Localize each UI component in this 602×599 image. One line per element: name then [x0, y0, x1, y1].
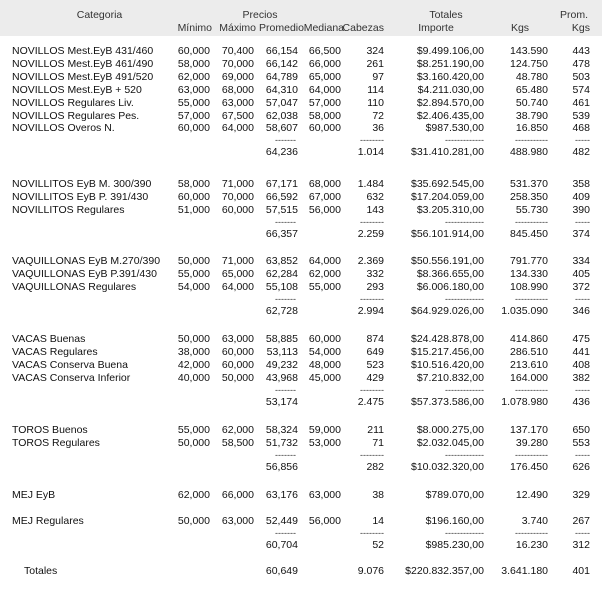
row-avg: 57,515: [265, 203, 298, 216]
row-kgs: 213.610: [510, 358, 548, 371]
subtotal-imp: $64.929.026,00: [411, 304, 484, 317]
subtotal-avg: 56,856: [265, 460, 298, 473]
subtotal-avg: 53,174: [265, 395, 298, 408]
row-avg: 53,113: [266, 345, 298, 358]
row-min: 50,000: [177, 436, 210, 449]
row-cab: 110: [367, 96, 384, 109]
row-kgs: 55.730: [515, 203, 548, 216]
row-med: 48,000: [308, 358, 341, 371]
separator-imp: -------------: [445, 293, 484, 304]
row-max: 70,000: [221, 57, 254, 70]
subtotal-avg: 60,704: [265, 538, 298, 551]
row-imp: $987.530,00: [425, 122, 484, 135]
row-med: 68,000: [308, 178, 341, 190]
row-prom: 553: [572, 436, 590, 449]
row-imp: $3.160.420,00: [416, 70, 484, 83]
subtotal-imp: $985.230,00: [425, 538, 484, 551]
row-med: 56,000: [308, 203, 341, 216]
row-avg: 49,232: [265, 358, 298, 371]
row-avg: 57,047: [265, 96, 298, 109]
row-med: 64,000: [308, 83, 341, 96]
subtotal-cab: 1.014: [357, 146, 384, 159]
row-max: 64,000: [221, 122, 254, 135]
row-cat: MEJ EyB: [12, 489, 56, 501]
row-max: 60,000: [221, 358, 254, 371]
subtotal-kgs: 1.078.980: [501, 395, 548, 408]
row-cat: VACAS Conserva Inferior: [12, 371, 131, 384]
header-precios: Precios: [242, 9, 278, 21]
row-cat: NOVILLITOS EyB M. 300/390: [12, 178, 152, 190]
row-kgs: 3.740: [521, 515, 548, 527]
row-max: 58,500: [221, 436, 254, 449]
separator-prom: -----: [575, 293, 590, 304]
row-avg: 58,324: [265, 424, 298, 436]
row-imp: $50.556.191,00: [411, 255, 484, 267]
row-prom: 409: [572, 190, 590, 203]
row-min: 58,000: [177, 178, 210, 190]
separator-cab: --------: [360, 293, 384, 304]
row-cat: VAQUILLONAS Regulares: [12, 280, 137, 293]
row-kgs: 124.750: [510, 57, 548, 70]
separator-avg: -------: [275, 293, 296, 304]
row-cab: 71: [372, 436, 384, 449]
row-med: 60,000: [308, 333, 341, 345]
header-mediana: Mediana: [303, 22, 344, 34]
row-min: 62,000: [177, 489, 210, 501]
row-min: 58,000: [177, 57, 210, 70]
row-med: 64,000: [308, 255, 341, 267]
row-cat: VACAS Regulares: [12, 345, 98, 358]
row-min: 54,000: [177, 280, 210, 293]
row-max: 69,000: [221, 70, 254, 83]
row-kgs: 791.770: [510, 255, 548, 267]
row-avg: 63,176: [265, 489, 298, 501]
separator-kgs: -----------: [515, 135, 548, 146]
row-cat: VACAS Conserva Buena: [12, 358, 128, 371]
separator-kgs: -----------: [515, 293, 548, 304]
separator-kgs: -----------: [515, 449, 548, 460]
row-kgs: 286.510: [510, 345, 548, 358]
row-cab: 874: [366, 333, 384, 345]
row-max: 68,000: [221, 83, 254, 96]
row-min: 50,000: [177, 255, 210, 267]
subtotal-kgs: 1.035.090: [501, 304, 548, 317]
row-cab: 211: [367, 424, 384, 436]
row-cat: VAQUILLONAS EyB M.270/390: [12, 255, 161, 267]
row-med: 55,000: [308, 280, 341, 293]
subtotal-prom: 312: [572, 538, 590, 551]
row-imp: $9.499.106,00: [416, 45, 484, 57]
row-cab: 114: [367, 83, 384, 96]
row-prom: 358: [572, 178, 590, 190]
subtotal-cab: 2.259: [357, 227, 384, 240]
row-prom: 382: [572, 371, 590, 384]
subtotal-avg: 64,236: [265, 146, 298, 159]
row-prom: 468: [572, 122, 590, 135]
row-kgs: 143.590: [510, 45, 548, 57]
subtotal-prom: 482: [572, 146, 590, 159]
separator-kgs: -----------: [515, 527, 548, 538]
row-med: 54,000: [308, 345, 341, 358]
totals-avg: 60,649: [265, 565, 298, 577]
row-max: 63,000: [221, 96, 254, 109]
row-imp: $7.210.832,00: [416, 371, 484, 384]
row-avg: 64,310: [265, 83, 298, 96]
row-prom: 372: [572, 280, 590, 293]
separator-avg: -------: [275, 449, 296, 460]
separator-avg: -------: [275, 216, 296, 227]
row-imp: $789.070,00: [425, 489, 484, 501]
row-prom: 443: [572, 45, 590, 57]
row-cab: 632: [366, 190, 384, 203]
row-imp: $2.406.435,00: [416, 109, 484, 122]
row-prom: 503: [572, 70, 590, 83]
row-cab: 2.369: [357, 255, 384, 267]
row-prom: 405: [572, 267, 590, 280]
row-cat: MEJ Regulares: [12, 515, 84, 527]
row-med: 67,000: [308, 190, 341, 203]
row-avg: 55,108: [265, 280, 298, 293]
row-cat: VAQUILLONAS EyB P.391/430: [12, 267, 157, 280]
row-min: 62,000: [177, 70, 210, 83]
row-avg: 58,885: [265, 333, 298, 345]
row-avg: 66,592: [265, 190, 298, 203]
header-importe: Importe: [418, 22, 454, 34]
row-imp: $17.204.059,00: [411, 190, 484, 203]
row-min: 60,000: [177, 122, 210, 135]
row-cat: NOVILLOS Regulares Liv.: [12, 96, 134, 109]
row-kgs: 50.740: [515, 96, 548, 109]
separator-avg: -------: [275, 527, 296, 538]
row-avg: 58,607: [265, 122, 298, 135]
separator-cab: --------: [360, 449, 384, 460]
subtotal-prom: 626: [572, 460, 590, 473]
row-cab: 523: [366, 358, 384, 371]
separator-cab: --------: [360, 384, 384, 395]
separator-prom: -----: [575, 216, 590, 227]
header-kgs: Kgs: [510, 22, 530, 34]
row-cab: 143: [366, 203, 384, 216]
row-cat: NOVILLITOS Regulares: [12, 203, 125, 216]
subtotal-cab: 52: [372, 538, 384, 551]
subtotal-kgs: 845.450: [510, 227, 548, 240]
separator-kgs: -----------: [515, 216, 548, 227]
header-categoria: Categoria: [76, 9, 123, 21]
subtotal-avg: 66,357: [265, 227, 298, 240]
row-avg: 66,142: [265, 57, 298, 70]
row-kgs: 48.780: [515, 70, 548, 83]
row-med: 59,000: [308, 424, 341, 436]
row-max: 70,000: [221, 190, 254, 203]
row-med: 53,000: [308, 436, 341, 449]
row-med: 65,000: [308, 70, 341, 83]
row-avg: 62,284: [265, 267, 298, 280]
row-min: 55,000: [177, 96, 210, 109]
row-avg: 64,789: [265, 70, 298, 83]
row-cab: 72: [372, 109, 384, 122]
row-med: 60,000: [308, 122, 341, 135]
separator-prom: -----: [575, 384, 590, 395]
row-imp: $15.217.456,00: [411, 345, 484, 358]
subtotal-avg: 62,728: [265, 304, 298, 317]
row-med: 63,000: [308, 489, 341, 501]
header-promedio: Promedio: [259, 22, 304, 34]
row-max: 62,000: [221, 424, 254, 436]
separator-prom: -----: [575, 135, 590, 146]
row-cat: NOVILLOS Overos N.: [12, 122, 115, 135]
row-kgs: 414.860: [510, 333, 548, 345]
row-prom: 390: [572, 203, 590, 216]
row-prom: 441: [572, 345, 590, 358]
row-avg: 63,852: [265, 255, 298, 267]
row-cab: 14: [372, 515, 384, 527]
totals-cab: 9.076: [357, 565, 384, 577]
subtotal-prom: 436: [572, 395, 590, 408]
separator-cab: --------: [360, 216, 384, 227]
row-med: 45,000: [308, 371, 341, 384]
row-prom: 408: [572, 358, 590, 371]
row-imp: $6.006.180,00: [416, 280, 484, 293]
row-cab: 429: [366, 371, 384, 384]
header-maximo: Máximo: [219, 22, 256, 34]
row-prom: 267: [572, 515, 590, 527]
subtotal-kgs: 176.450: [510, 460, 548, 473]
row-med: 66,000: [308, 57, 341, 70]
subtotal-prom: 346: [572, 304, 590, 317]
row-cat: VACAS Buenas: [12, 333, 86, 345]
totals-prom: 401: [572, 565, 590, 577]
header-prom: Prom.: [559, 9, 588, 21]
row-imp: $35.692.545,00: [411, 178, 484, 190]
row-med: 58,000: [308, 109, 341, 122]
row-cab: 324: [366, 45, 384, 57]
row-max: 67,500: [221, 109, 254, 122]
row-min: 40,000: [177, 371, 210, 384]
row-med: 56,000: [308, 515, 341, 527]
subtotal-imp: $57.373.586,00: [411, 395, 484, 408]
row-avg: 43,968: [265, 371, 298, 384]
row-min: 60,000: [177, 45, 210, 57]
row-min: 55,000: [177, 267, 210, 280]
header-prom-kgs: Kgs: [571, 22, 590, 34]
separator-imp: -------------: [445, 135, 484, 146]
row-cab: 293: [366, 280, 384, 293]
row-cat: NOVILLOS Mest.EyB 461/490: [12, 57, 154, 70]
row-cab: 36: [372, 122, 384, 135]
row-imp: $196.160,00: [425, 515, 484, 527]
row-imp: $10.516.420,00: [411, 358, 484, 371]
row-prom: 329: [572, 489, 590, 501]
row-cab: 1.484: [357, 178, 384, 190]
row-cab: 332: [366, 267, 384, 280]
totals-imp: $220.832.357,00: [405, 565, 484, 577]
row-kgs: 134.330: [510, 267, 548, 280]
row-max: 66,000: [221, 489, 254, 501]
row-max: 64,000: [221, 280, 254, 293]
row-cab: 97: [372, 70, 384, 83]
separator-prom: -----: [575, 449, 590, 460]
row-cat: NOVILLOS Regulares Pes.: [12, 109, 140, 122]
separator-avg: -------: [275, 384, 296, 395]
separator-imp: -------------: [445, 527, 484, 538]
row-min: 55,000: [177, 424, 210, 436]
row-prom: 539: [572, 109, 590, 122]
row-min: 63,000: [177, 83, 210, 96]
row-kgs: 108.990: [510, 280, 548, 293]
totals-kgs: 3.641.180: [501, 565, 548, 577]
row-max: 65,000: [221, 267, 254, 280]
row-imp: $3.205.310,00: [416, 203, 484, 216]
row-avg: 51,732: [265, 436, 298, 449]
row-max: 60,000: [221, 203, 254, 216]
header-cabezas: Cabezas: [342, 22, 384, 34]
separator-cab: --------: [360, 135, 384, 146]
row-max: 50,000: [221, 371, 254, 384]
row-cab: 261: [366, 57, 384, 70]
row-kgs: 531.370: [510, 178, 548, 190]
row-avg: 67,171: [265, 178, 298, 190]
header-totales: Totales: [429, 9, 463, 21]
row-min: 51,000: [177, 203, 210, 216]
subtotal-imp: $10.032.320,00: [411, 460, 484, 473]
subtotal-cab: 2.475: [357, 395, 384, 408]
row-max: 70,400: [221, 45, 254, 57]
separator-avg: -------: [275, 135, 296, 146]
row-prom: 574: [572, 83, 590, 96]
row-med: 62,000: [308, 267, 341, 280]
row-med: 57,000: [308, 96, 341, 109]
subtotal-cab: 282: [366, 460, 384, 473]
subtotal-prom: 374: [572, 227, 590, 240]
row-avg: 62,038: [265, 109, 298, 122]
row-cat: TOROS Regulares: [12, 436, 100, 449]
row-prom: 334: [572, 255, 590, 267]
separator-imp: -------------: [445, 449, 484, 460]
row-min: 50,000: [177, 333, 210, 345]
row-cat: NOVILLOS Mest.EyB 431/460: [12, 45, 154, 57]
separator-cab: --------: [360, 527, 384, 538]
row-min: 60,000: [177, 190, 210, 203]
row-med: 66,500: [308, 45, 341, 57]
row-avg: 66,154: [265, 45, 298, 57]
row-prom: 478: [572, 57, 590, 70]
subtotal-kgs: 16.230: [515, 538, 548, 551]
separator-imp: -------------: [445, 216, 484, 227]
subtotal-imp: $56.101.914,00: [411, 227, 484, 240]
row-cat: NOVILLOS Mest.EyB + 520: [12, 83, 142, 96]
row-imp: $24.428.878,00: [411, 333, 484, 345]
row-cat: TOROS Buenos: [12, 424, 88, 436]
subtotal-cab: 2.994: [357, 304, 384, 317]
row-cat: NOVILLOS Mest.EyB 491/520: [12, 70, 154, 83]
subtotal-kgs: 488.980: [510, 146, 548, 159]
header-minimo: Mínimo: [177, 22, 212, 34]
row-min: 42,000: [177, 358, 210, 371]
row-min: 50,000: [177, 515, 210, 527]
row-prom: 650: [572, 424, 590, 436]
row-kgs: 12.490: [515, 489, 548, 501]
row-kgs: 164.000: [510, 371, 548, 384]
separator-imp: -------------: [445, 384, 484, 395]
row-kgs: 39.280: [515, 436, 548, 449]
row-kgs: 65.480: [515, 83, 548, 96]
separator-kgs: -----------: [515, 384, 548, 395]
row-max: 63,000: [221, 333, 254, 345]
row-imp: $8.000.275,00: [416, 424, 484, 436]
row-min: 57,000: [177, 109, 210, 122]
totals-label: Totales: [24, 565, 58, 577]
row-max: 60,000: [221, 345, 254, 358]
row-imp: $8.366.655,00: [416, 267, 484, 280]
row-cab: 649: [366, 345, 384, 358]
row-kgs: 137.170: [510, 424, 548, 436]
row-max: 71,000: [221, 255, 254, 267]
row-imp: $4.211.030,00: [417, 83, 484, 96]
row-cab: 38: [372, 489, 384, 501]
separator-prom: -----: [575, 527, 590, 538]
row-kgs: 38.790: [515, 109, 548, 122]
row-imp: $2.894.570,00: [416, 96, 484, 109]
row-cat: NOVILLITOS EyB P. 391/430: [12, 190, 149, 203]
row-min: 38,000: [177, 345, 210, 358]
row-max: 63,000: [221, 515, 254, 527]
row-avg: 52,449: [265, 515, 298, 527]
row-max: 71,000: [221, 178, 254, 190]
subtotal-imp: $31.410.281,00: [411, 146, 484, 159]
row-imp: $2.032.045,00: [416, 436, 484, 449]
row-kgs: 16.850: [515, 122, 548, 135]
row-prom: 475: [572, 333, 590, 345]
row-kgs: 258.350: [510, 190, 548, 203]
row-imp: $8.251.190,00: [416, 57, 484, 70]
row-prom: 461: [572, 96, 590, 109]
